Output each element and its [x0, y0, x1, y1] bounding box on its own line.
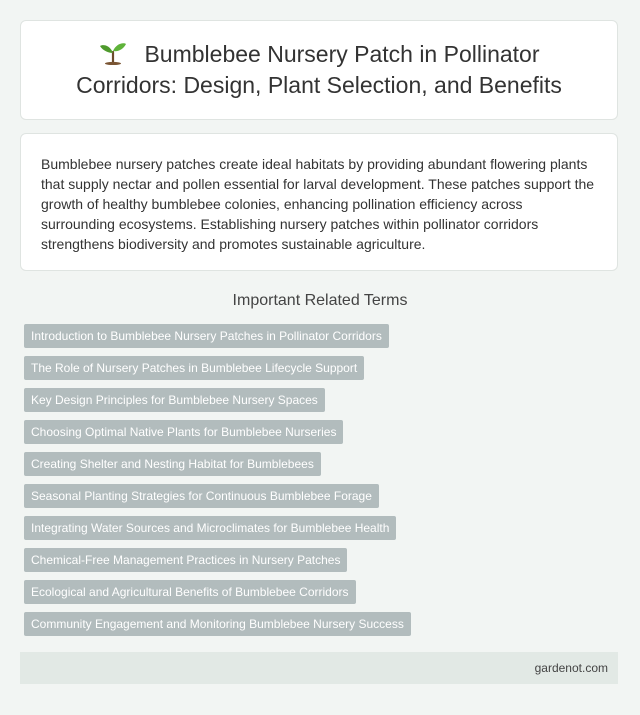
related-term-link[interactable]: Chemical-Free Management Practices in Nursery Patches — [24, 548, 347, 572]
related-term-link[interactable]: Ecological and Agricultural Benefits of Bumblebee Corridors — [24, 580, 356, 604]
related-terms-list — [24, 324, 620, 644]
related-term-link[interactable]: The Role of Nursery Patches in Bumblebee Lifecycle Support — [24, 356, 364, 380]
related-term-link[interactable]: Choosing Optimal Native Plants for Bumblebee Nurseries — [24, 420, 343, 444]
page-title — [21, 39, 617, 101]
title-card — [20, 20, 618, 120]
related-term-link[interactable]: Key Design Principles for Bumblebee Nursery Spaces — [24, 388, 325, 412]
related-term-link[interactable]: Seasonal Planting Strategies for Continuous Bumblebee Forage — [24, 484, 379, 508]
related-term-link[interactable]: Community Engagement and Monitoring Bumblebee Nursery Success — [24, 612, 411, 636]
summary-card — [20, 133, 618, 271]
related-term-link[interactable]: Creating Shelter and Nesting Habitat for Bumblebees — [24, 452, 321, 476]
seedling-icon — [98, 41, 128, 65]
footer — [20, 652, 618, 684]
summary-text: Bumblebee nursery patches create ideal habitats by providing abundant flowering plants that supply nectar and pollen essential for larval development. These patches support the growth of healthy bumblebee colonies, enhancing pollination efficiency across surrounding ecosystems. Establishing nursery patches within pollinator corridors strengthens biodiversity and promotes sustainable agriculture. — [41, 156, 595, 252]
footer-site: gardenot.com — [534, 661, 608, 675]
related-term-link[interactable]: Introduction to Bumblebee Nursery Patches in Pollinator Corridors — [24, 324, 389, 348]
related-terms-heading: Important Related Terms — [232, 292, 408, 309]
page-title-text: Bumblebee Nursery Patch in Pollinator Corridors: Design, Plant Selection, and Benefits — [76, 41, 562, 98]
related-term-link[interactable]: Integrating Water Sources and Microclimates for Bumblebee Health — [24, 516, 396, 540]
